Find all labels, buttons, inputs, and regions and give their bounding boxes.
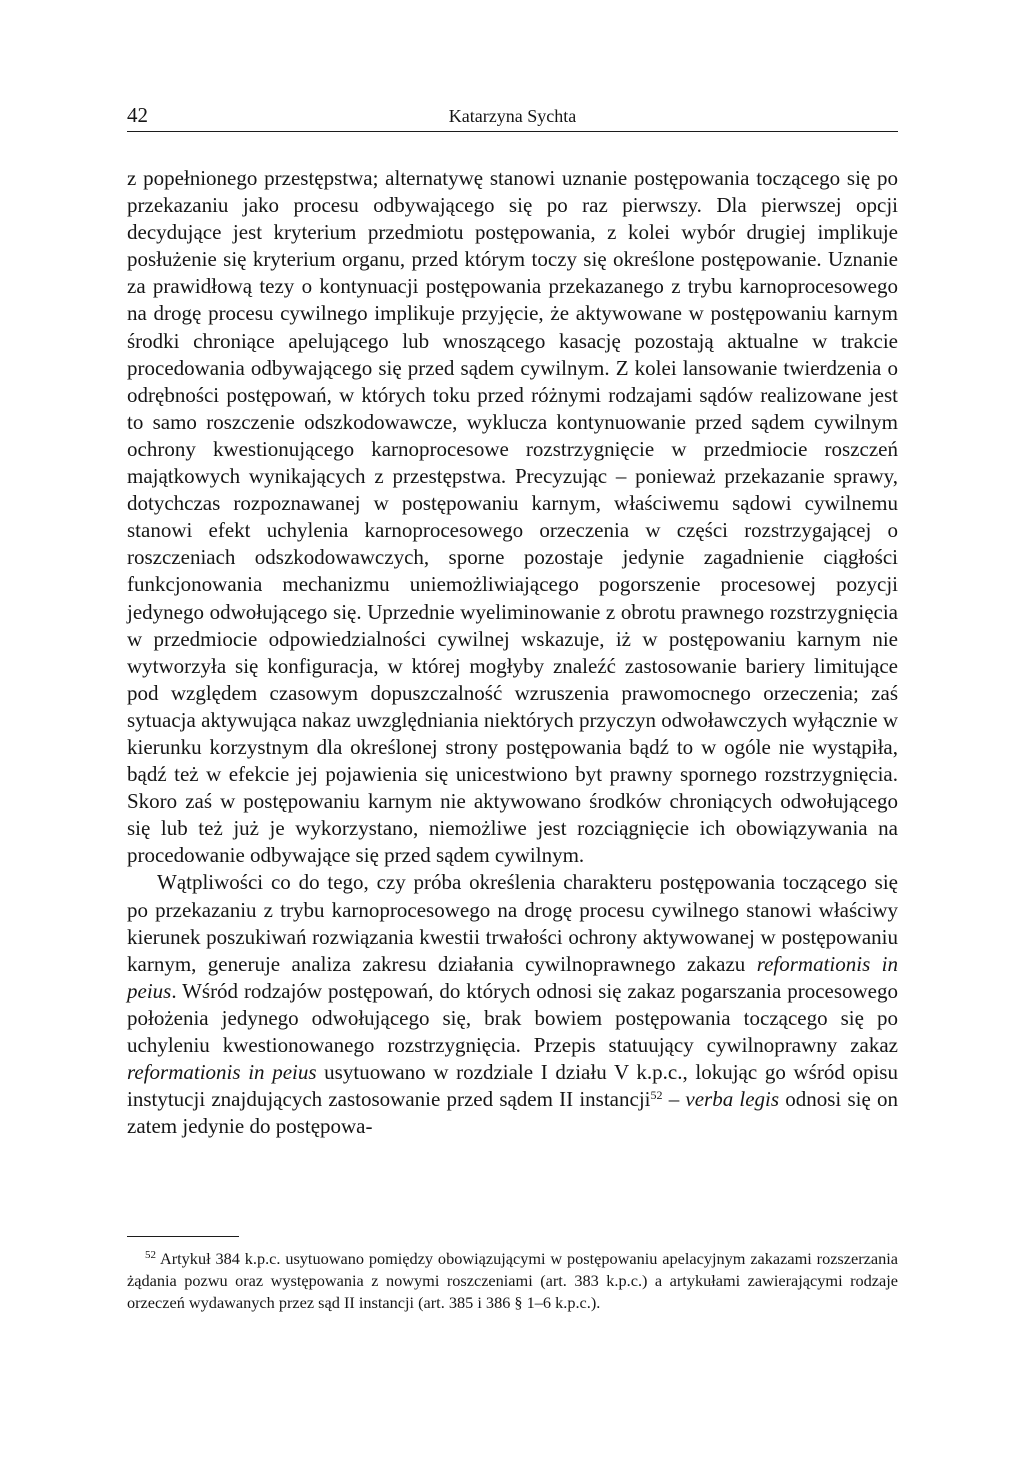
paragraph-2-text: Wątpliwości co do tego, czy próba określenia charakteru postępowania toczącego się po przekazaniu z trybu karnoprocesowego na drogę procesu cywilnego stanowi właściwy kierunek poszukiwań rozwiązania kwestii trwałości ochrony aktywowanej w postępowaniu karnym, generuje analiza zakresu działania cywilnoprawnego zakazu: [127, 870, 898, 976]
paragraph-2-text: –: [662, 1087, 686, 1112]
paragraph-2-text: . Wśród rodzajów postępowań, do których odnosi się zakaz pogarszania procesowego położenia jedynego odwołującego się, brak bowiem postępowania toczącego się po uchyleniu kwestionowanego rozstrzygnięcia. Przepis statuujący cywilnoprawny zakaz: [127, 978, 898, 1057]
footnote-number: 52: [145, 1249, 156, 1261]
footnote: [127, 1248, 898, 1314]
running-head-author: Katarzyna Sychta: [448, 106, 577, 126]
footnote-separator: [127, 1236, 239, 1237]
page-number: 42: [127, 103, 148, 127]
paragraph-2-text: usytuowano w rozdziale I działu V k.p.c., lokując go wśród opisu instytucji znajdujących zastosowanie przed sądem II instancji: [127, 1060, 898, 1112]
footnote-text: Artykuł 384 k.p.c. usytuowano pomiędzy obowiązującymi w postępowaniu apelacyjnym zakazami rozszerzania żądania pozwu oraz występowania z nowymi roszczeniami (art. 383 k.p.c.) a artykułami zawierającymi rodzaje orzeczeń wydawanych przez sąd II instancji (art. 385 i 386 § 1–6 k.p.c.).: [127, 1249, 898, 1312]
body-text: [127, 165, 898, 1140]
latin-term: reformationis in peius: [127, 1060, 317, 1085]
footnote-reference[interactable]: 52: [650, 1088, 663, 1103]
paragraph-2: [127, 869, 898, 1140]
latin-term: verba legis: [685, 1087, 780, 1112]
paragraph-1: z popełnionego przestępstwa; alternatywę stanowi uznanie postępowania toczącego się po przekazaniu jako procesu odbywającego się po raz pierwszy. Dla pierwszej opcji decydujące jest kryterium przedmiotu postępowania, z kolei wybór drugiej implikuje posłużenie się kryterium organu, przed którym toczy się określone postępowanie. Uznanie za prawidłową tezy o kontynuacji postępowania przekazanego z trybu karnoprocesowego na drogę procesu cywilnego implikuje przyjęcie, że aktywowane w postępowaniu karnym środki chroniące apelującego lub wnoszącego kasację pozostają aktualne w trakcie procedowania odbywającego się przed sądem cywilnym. Z kolei lansowanie twierdzenia o odrębności postępowań, w których toku przed różnymi rodzajami sądów realizowane jest to samo roszczenie odszkodowawcze, wyklucza kontynuowanie przed sądem cywilnym ochrony kwestionującego karnoprocesowe rozstrzygnięcie w przedmiocie roszczeń majątkowych wynikających z przestępstwa. Precyzując – ponieważ przekazanie sprawy, dotychczas rozpoznawanej w postępowaniu karnym, właściwemu sądowi cywilnemu stanowi efekt uchylenia karnoprocesowego orzeczenia w części rozstrzygającej o roszczeniach odszkodowawczych, sporne pozostaje jedynie zagadnienie ciągłości funkcjonowania mechanizmu uniemożliwiającego pogorszenie procesowej pozycji jedynego odwołującego się. Uprzednie wyeliminowanie z obrotu prawnego rozstrzygnięcia w przedmiocie odpowiedzialności cywilnej wskazuje, iż w postępowaniu karnym nie wytworzyła się konfiguracja, w której mogłyby znaleźć zastosowanie bariery limitujące pod względem czasowym dopuszczalność wzruszenia prawomocnego orzeczenia; zaś sytuacja aktywująca nakaz uwzględniania niektórych przyczyn odwoławczych wyłącznie w kierunku korzystnym dla określonej strony postępowania bądź to w ogóle nie wystąpiła, bądź też w efekcie jej pojawienia się unicestwiono byt prawny spornego rozstrzygnięcia. Skoro zaś w postępowaniu karnym nie aktywowano środków chroniących odwołującego się lub też już je wykorzystano, niemożliwe jest rozciągnięcie ich obowiązywania na procedowanie odbywające się przed sądem cywilnym.: [127, 166, 898, 868]
running-head: [127, 101, 898, 132]
latin-term: reformationis in peius: [127, 951, 898, 1003]
paragraph-2-text: odnosi się on zatem jedynie do postępowa-: [127, 1087, 898, 1139]
